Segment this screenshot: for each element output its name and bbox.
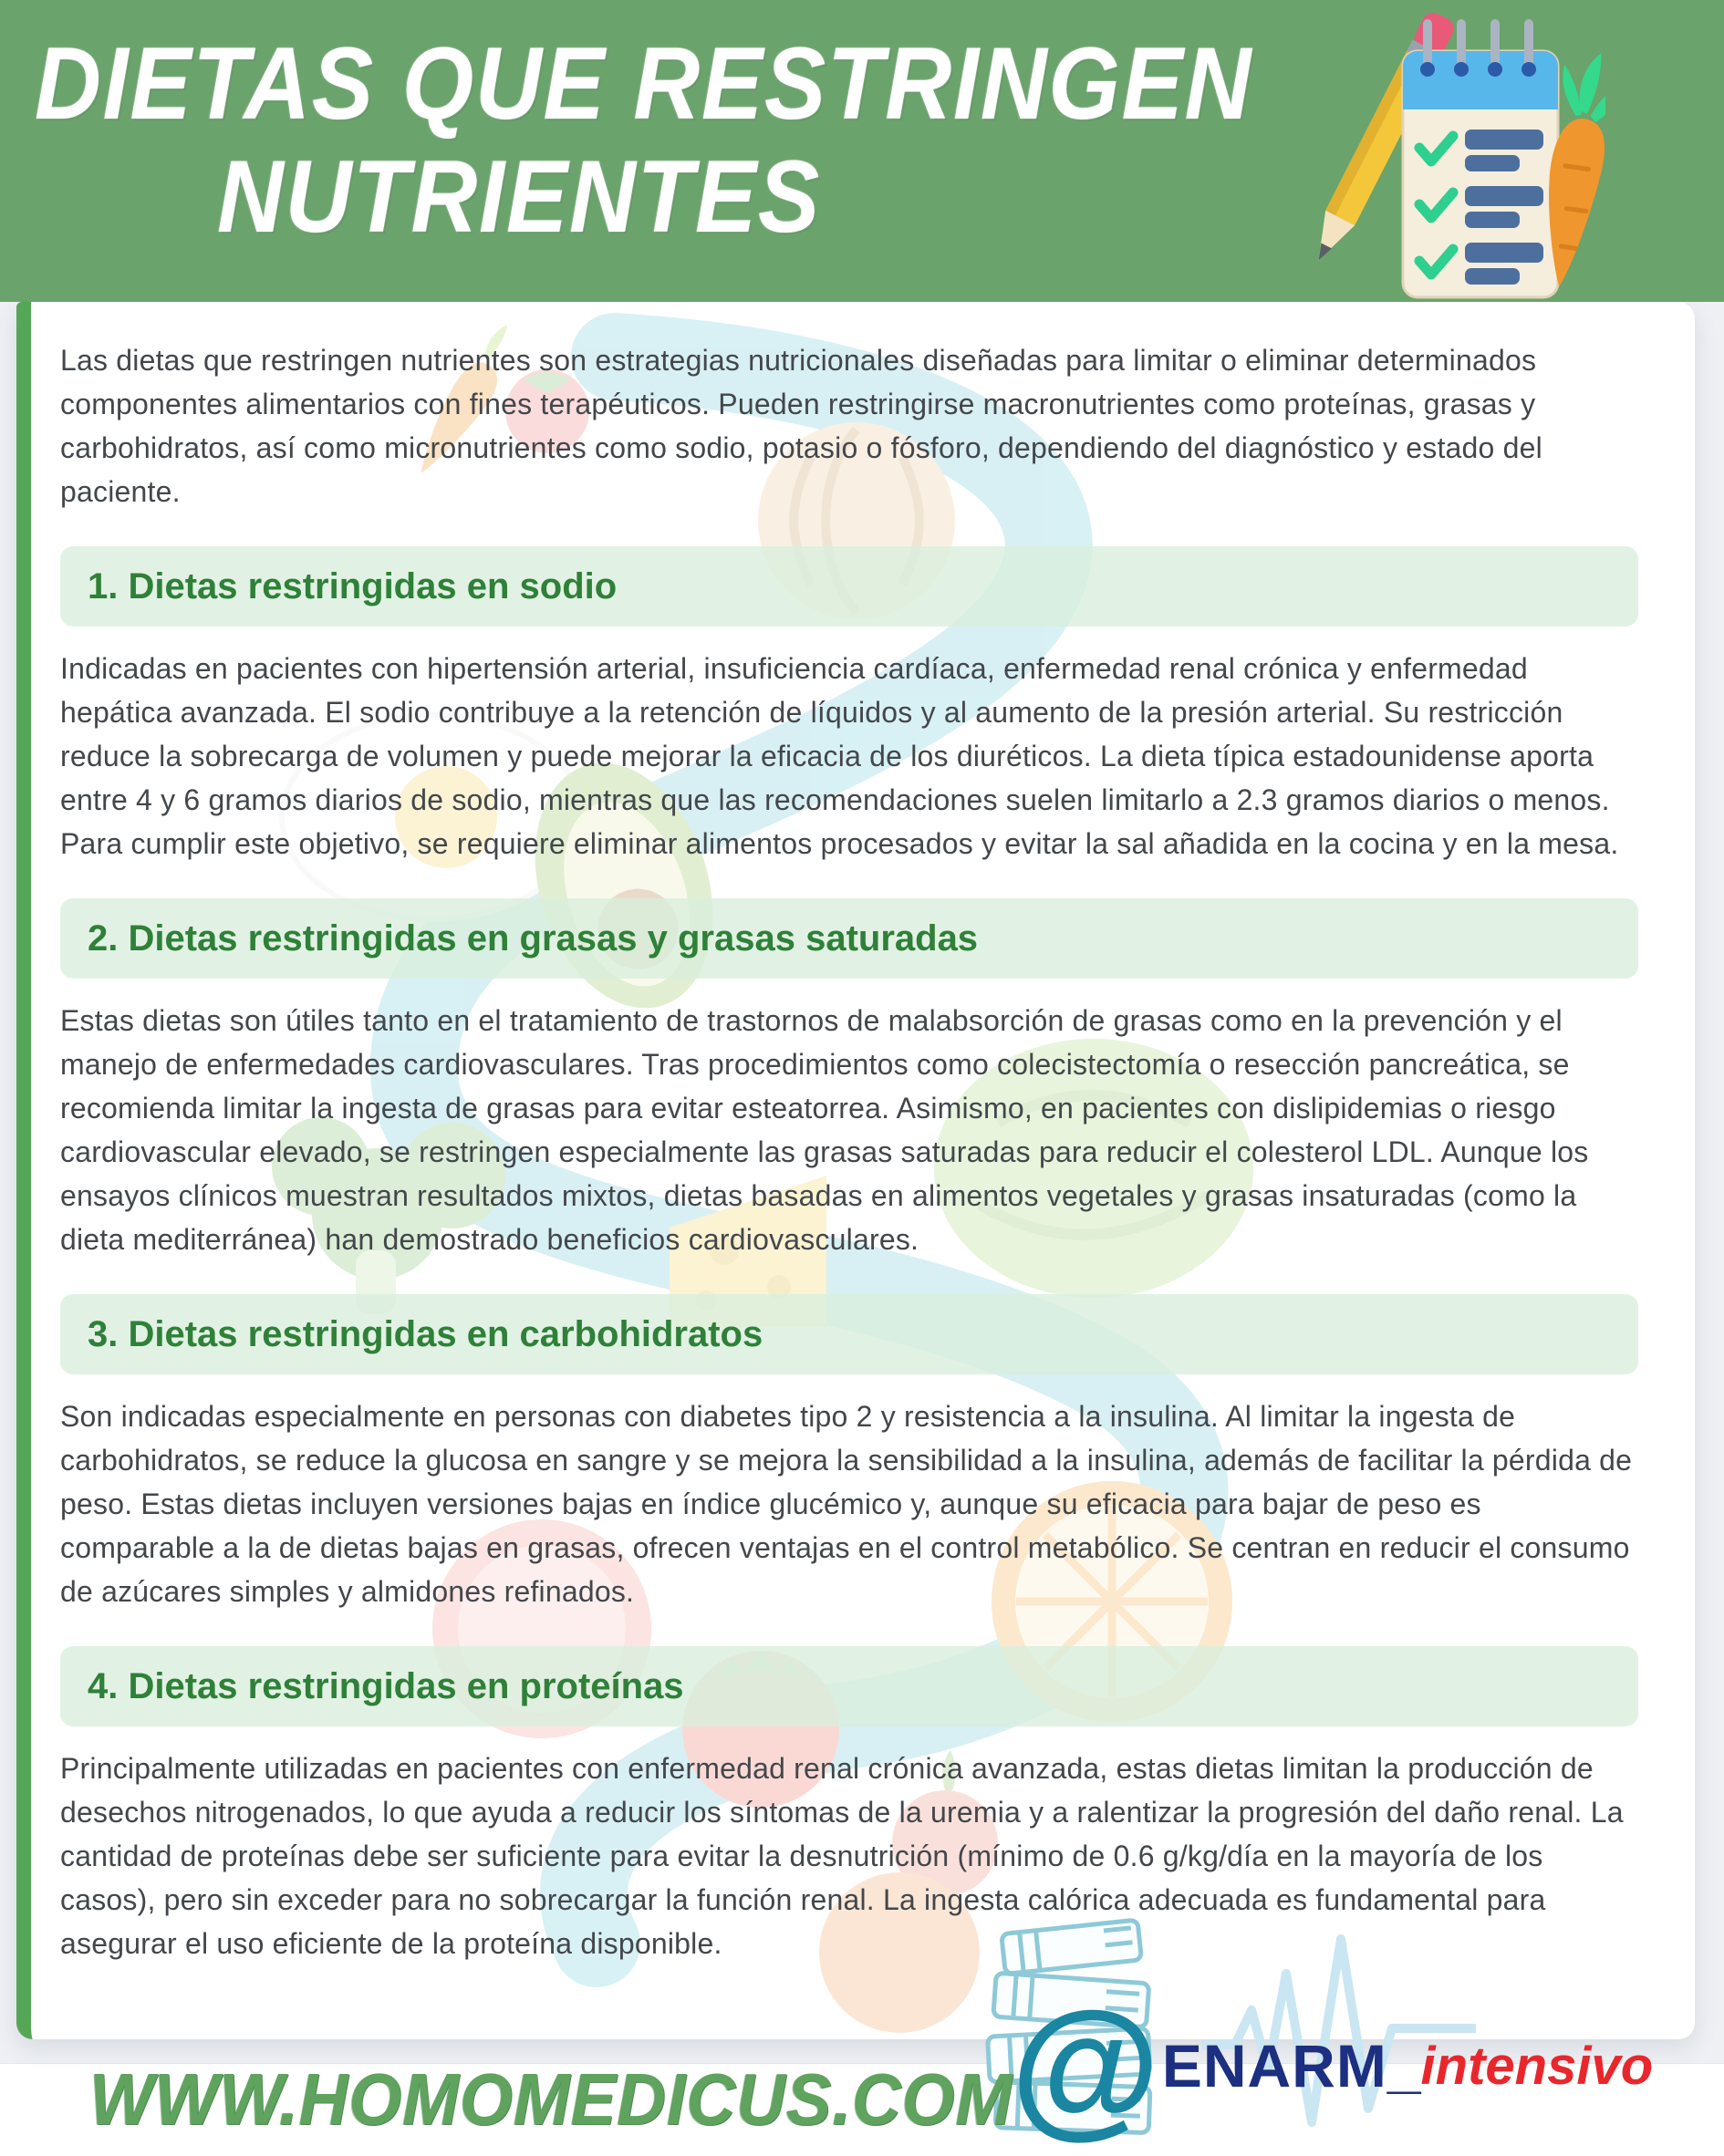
notepad-icon: [1403, 24, 1558, 297]
section-body-grasas: Estas dietas son útiles tanto en el tratamiento de trastornos de malabsorción de grasas como en la prevención y el manejo de enfermedades cardiovasculares. Tras procedimientos como colecistectomía o resección pancreática, se recomienda limitar la ingesta de grasas para evitar esteatorrea. Asimismo, en pacientes con dislipidemias o riesgo cardiovascular elevado, se restringen especialmente las grasas saturadas para reducir el colesterol LDL. Aunque los ensayos clínicos muestran resultados mixtos, dietas basadas en alimentos vegetales y grasas insaturadas (como la dieta mediterránea) han demostrado beneficios cardiovasculares.: [60, 1004, 1589, 1256]
at-symbol-icon: @: [1011, 1980, 1160, 2151]
notepad-checklist-icon: [1266, 4, 1605, 305]
header-banner: [0, 0, 1724, 302]
content-card: [16, 302, 1695, 2039]
website-link[interactable]: WWW.HOMOMEDICUS.COM: [89, 2058, 1013, 2140]
section-body-carbohidratos: Son indicadas especialmente en personas con diabetes tipo 2 y resistencia a la insulina. Al limitar la ingesta de carbohidratos, se reduce la glucosa en sangre y se mejora la sensibilidad a la insulina, además de facilitar la pérdida de peso. Estas dietas incluyen versiones bajas en índice glucémico y, aunque su eficacia para bajar de peso es comparable a la de dietas bajas en grasas, ofrecen ventajas en el control metabólico. Se centran en reducir el consumo de azúcares simples y almidones refinados.: [60, 1400, 1633, 1608]
section-body-sodio: Indicadas en pacientes con hipertensión arterial, insuficiencia cardíaca, enfermedad renal crónica y enfermedad hepática avanzada. El sodio contribuye a la retención de líquidos y al aumento de la presión arterial. Su restricción reduce la sobrecarga de volumen y puede mejorar la eficacia de los diuréticos. La dieta típica estadounidense aporta entre 4 y 6 gramos diarios de sodio, mientras que las recomendaciones suelen limitarlo a 2.3 gramos diarios o menos. Para cumplir este objetivo, se requiere eliminar alimentos procesados y evitar la sal añadida en la cocina y en la mesa.: [60, 652, 1619, 860]
brand-enarm-intensivo[interactable]: [1011, 1980, 1654, 2151]
document-body: [31, 302, 1695, 1965]
section-heading-carbohidratos: 3. Dietas restringidas en carbohidratos: [60, 1294, 1638, 1374]
section-body-proteinas: Principalmente utilizadas en pacientes con enfermedad renal crónica avanzada, estas dietas limitan la producción de desechos nitrogenados, lo que ayuda a reducir los síntomas de la uremia y a ralentizar la progresión del daño renal. La cantidad de proteínas debe ser suficiente para evitar la desnutrición (mínimo de 0.6 g/kg/día en la mayoría de los casos), pero sin exceder para no sobrecargar la función renal. La ingesta calórica adecuada es fundamental para asegurar el uso eficiente de la proteína disponible.: [60, 1752, 1624, 1960]
brand-name: ENARM: [1161, 2032, 1387, 2099]
intro-paragraph: Las dietas que restringen nutrientes son estrategias nutricionales diseñadas para limitar o eliminar determinados componentes alimentarios con fines terapéuticos. Pueden restringirse macronutrientes como proteínas, grasas y carbohidratos, así como micronutrientes como sodio, potasio o fósforo, dependiendo del diagnóstico y estado del paciente.: [60, 344, 1542, 508]
brand-underscore: _: [1386, 2032, 1421, 2099]
section-heading-proteinas: 4. Dietas restringidas en proteínas: [60, 1646, 1638, 1726]
page-title-line1: DIETAS QUE RESTRINGEN: [35, 26, 1253, 140]
page-title-line2: NUTRIENTES: [216, 140, 822, 254]
section-heading-grasas: 2. Dietas restringidas en grasas y grasas saturadas: [60, 898, 1638, 979]
page-title: [35, 26, 1253, 254]
brand-suffix: intensivo: [1420, 2036, 1654, 2096]
section-heading-sodio: 1. Dietas restringidas en sodio: [60, 546, 1638, 627]
